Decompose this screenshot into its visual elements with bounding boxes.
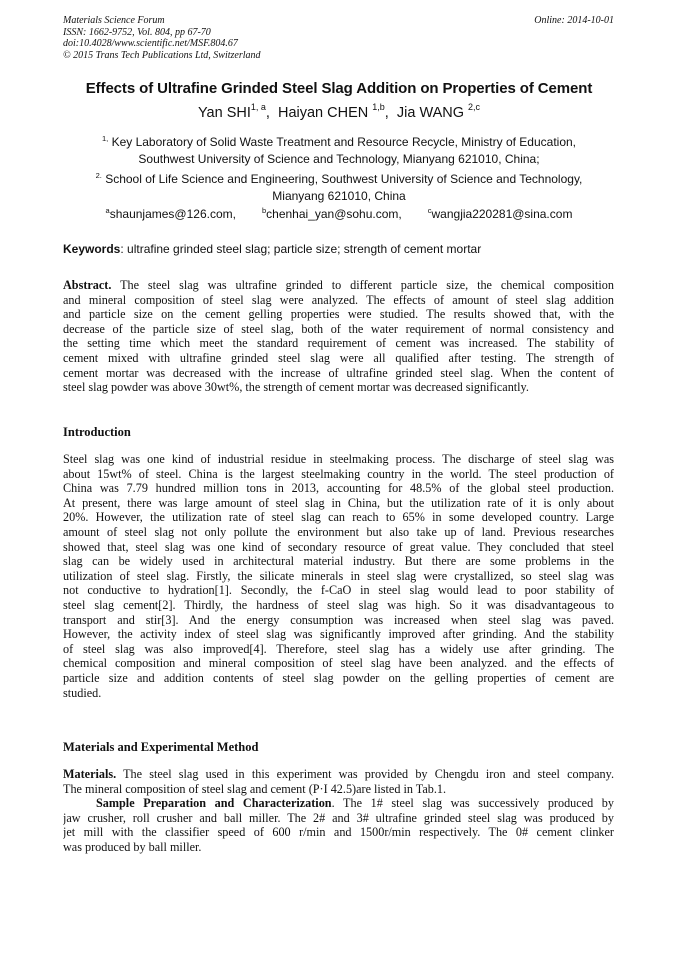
body-line: was produced by ball miller. [63,839,202,854]
author-name: Jia WANG [396,105,469,121]
email-list [0,207,678,221]
author-name: Yan SHI [197,105,251,121]
body-line: not conductive to hydration[1]. Secondly, the f-CaO in steel slag would lead to poor stability of [63,583,614,598]
body-line: transport and stir[3]. And the energy consumption was increased when steel slag was paved. [63,612,614,627]
abstract-line: The steel slag was ultrafine grinded to different particle size, the chemical composition [111,278,614,292]
author-affiliation-mark: 2,c [468,102,481,112]
affiliation-number: 1, [101,134,109,143]
body-line: 20%. However, the utilization rate of steel slag can reach to 65% in some developed country. Large [63,510,614,525]
author-separator: , [265,105,278,121]
affiliation-1 [0,134,678,167]
copyright: © 2015 Trans Tech Publications Ltd, Switzerland [63,49,261,61]
body-line: slag can be widely used in architectural material industry. But there are some problems in the [63,554,614,569]
abstract [63,278,614,395]
body-line: China was 7.79 hundred million tons in 2013, accounting for 48.5% of the global steel production. [63,481,614,496]
section-heading-methods: Materials and Experimental Method [63,740,259,754]
body-line: showed that, steel slag was one kind of secondary resource of great value. They concluded that steel [63,539,614,554]
abstract-line: the setting time which meet the standard requirement of cement was increased. The stability of [63,336,614,351]
email-mark: a [105,206,110,215]
issn: ISSN: 1662-9752, Vol. 804, pp 67-70 [63,26,211,38]
author-affiliation-mark: 1,b [372,102,385,112]
affiliation-text: School of Life Science and Engineering, Southwest University of Science and Technology, [101,172,583,186]
keywords-label: Keywords [63,242,121,256]
email-mark: b [261,206,267,215]
body-line: . The 1# steel slag was successively produced by [331,796,614,811]
body-line: steel slag cement[2]. Thirdly, the hardness of steel slag was high. So it was disadvantageous to [63,597,614,612]
body-line: studied. [63,685,102,700]
body-line: particle size and addition contents of steel slag powder on the gelling properties of cement are [63,670,614,685]
abstract-line: cement mixed with ultrafine grinded steel slag were all qualified after testing. The strength of [63,350,614,365]
abstract-line: and mineral composition of steel slag were analyzed. The effects of amount of steel slag addition [63,292,614,307]
affiliation-text: Southwest University of Science and Technology, Mianyang 621010, China; [138,151,540,166]
keywords [63,242,481,256]
prep-label: Sample Preparation and Characterization [96,796,332,811]
abstract-label: Abstract. [63,278,112,292]
journal-name: Materials Science Forum [63,15,165,26]
body-line: The mineral composition of steel slag and cement (P·I 42.5)are listed in Tab.1. [63,781,447,796]
body-line: The steel slag used in this experiment was provided by Chengdu iron and steel company. [116,767,614,781]
email-address[interactable]: wangjia220281@sina.com [431,207,573,221]
author-separator: , [384,105,397,121]
body-line: utilization of steel slag. Firstly, the silicate minerals in steel slag were crystallized, so steel slag was [63,568,614,583]
body-line: However, the activity index of steel slag was significantly improved after grinding. And the stability [63,627,614,642]
email-mark: c [427,206,432,215]
abstract-line: steel slag powder was above 30wt%, the strength of cement mortar was decreased significantly. [63,380,529,395]
abstract-line: cement mortar was decreased with the increase of ultrafine grinded steel slag. When the content of [63,365,614,380]
body-line: jet mill with the classifier speed of 600 r/min and 1500r/min respectively. The 0# cement clinker [63,825,614,840]
author-list [0,102,678,121]
keywords-text: : ultrafine grinded steel slag; particle size; strength of cement mortar [120,242,482,256]
body-line: amount of steel slag not only pollute the environment but also take up of land. Previous researches [63,524,614,539]
email-address[interactable]: shaunjames@126.com, [109,207,236,221]
online-date: Online: 2014-10-01 [534,15,614,26]
affiliation-text: Mianyang 621010, China [272,188,406,203]
body-line: Steel slag was one kind of industrial residue in steelmaking process. The discharge of steel slag was [63,452,614,466]
abstract-line: decrease of the particle size of steel slag, both of the water requirement of normal consistency and [63,321,614,336]
section-heading-introduction: Introduction [63,425,131,439]
affiliation-text: Key Laboratory of Solid Waste Treatment and Resource Recycle, Ministry of Education, [108,135,577,149]
doi[interactable]: doi:10.4028/www.scientific.net/MSF.804.67 [63,38,238,50]
methods-body [63,767,614,855]
email-address[interactable]: chenhai_yan@sohu.com, [266,207,402,221]
journal-header [63,15,261,61]
body-line: chemical composition and mineral composition of steel slag have been analyzed. and the effects of [63,656,614,671]
body-line: At present, there was large amount of steel slag in China, but the utilization rate of it is only about [63,495,614,510]
materials-label: Materials. [63,767,117,781]
affiliation-2 [0,171,678,204]
abstract-line: and particle size on the cement gelling properties were studied. The results showed that, with the [63,307,614,322]
body-line: about 15wt% of steel. China is the largest steelmaking country in the world. The steel production of [63,466,614,481]
paper-title: Effects of Ultrafine Grinded Steel Slag Addition on Properties of Cement [85,80,593,97]
body-line: jaw crusher, roll crusher and ball miller. The 2# and 3# ultrafine grinded steel slag was produced by [63,810,614,825]
affiliation-number: 2. [95,171,102,180]
body-line: of steel slag was also improved[4]. Therefore, steel slag has a widely use after grinding. The [63,641,614,656]
introduction-body [63,452,614,700]
author-name: Haiyan CHEN [277,105,373,121]
author-affiliation-mark: 1, a [250,102,266,112]
